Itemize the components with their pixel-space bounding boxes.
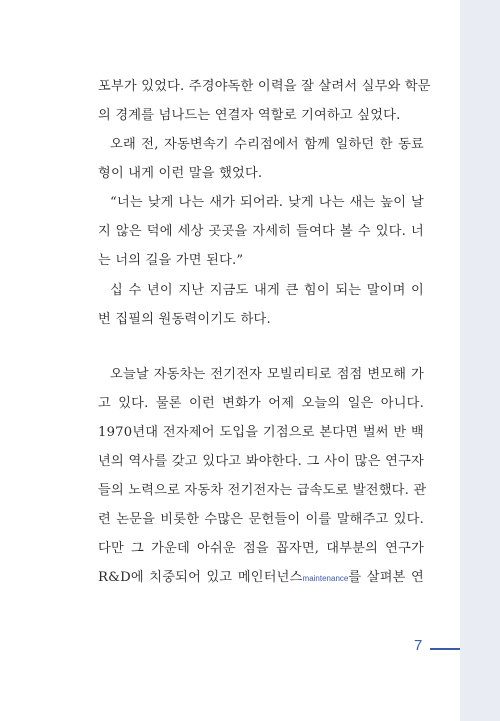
text-segment: 를 살펴본 연 [348,570,424,585]
page-number: 7 [414,637,423,654]
text-line: 는 너의 길을 가면 된다.” [98,253,244,268]
paragraph-1 [98,72,431,130]
text-line-with-gloss [98,563,424,592]
text-line: “너는 낮게 나는 새가 되어라. 낮게 나는 새는 높이 날 [110,195,424,210]
text-line: 포부가 있었다. 주경야독한 이력을 잘 살려서 실무와 학문 [98,79,431,94]
text-line: 오래 전, 자동변속기 수리점에서 함께 일하던 한 동료 [110,137,424,152]
text-line: 번 집필의 원동력이기도 하다. [98,312,271,327]
text-line: 다만 그 가운데 아쉬운 점을 꼽자면, 대부분의 연구가 [98,541,424,556]
text-segment: R&D에 치중되어 있고 메인터넌스 [98,570,303,585]
maintenance-gloss: maintenance [302,574,349,583]
text-line: 십 수 년이 지난 지금도 내게 큰 힘이 되는 말이며 이 [110,283,424,298]
text-line: 고 있다. 물론 이런 변화가 어제 오늘의 일은 아니다. [98,396,424,411]
paragraph-4 [98,360,427,592]
text-line: 1970년대 전자제어 도입을 기점으로 본다면 벌써 반 백 [98,425,424,440]
text-line: 오늘날 자동차는 전기전자 모빌리티로 점점 변모해 가 [110,367,424,382]
text-line: 련 논문을 비롯한 수많은 문헌들이 이를 말해주고 있다. [98,512,424,527]
paragraph-3 [98,276,424,334]
text-line: 년의 역사를 갖고 있다고 봐야한다. 그 사이 많은 연구자 [98,454,424,469]
page-side-band [460,0,500,721]
paragraph-2 [98,130,424,188]
text-line: 형이 내게 이런 말을 했었다. [98,166,263,181]
text-line: 의 경계를 넘나드는 연결자 역할로 기여하고 싶었다. [98,108,401,123]
page-number-rule [430,648,460,650]
text-line: 지 않은 덕에 세상 곳곳을 자세히 들여다 볼 수 있다. 너 [98,224,424,239]
quote-paragraph [98,188,424,275]
text-line: 들의 노력으로 자동차 전기전자는 급속도로 발전했다. 관 [98,483,427,498]
